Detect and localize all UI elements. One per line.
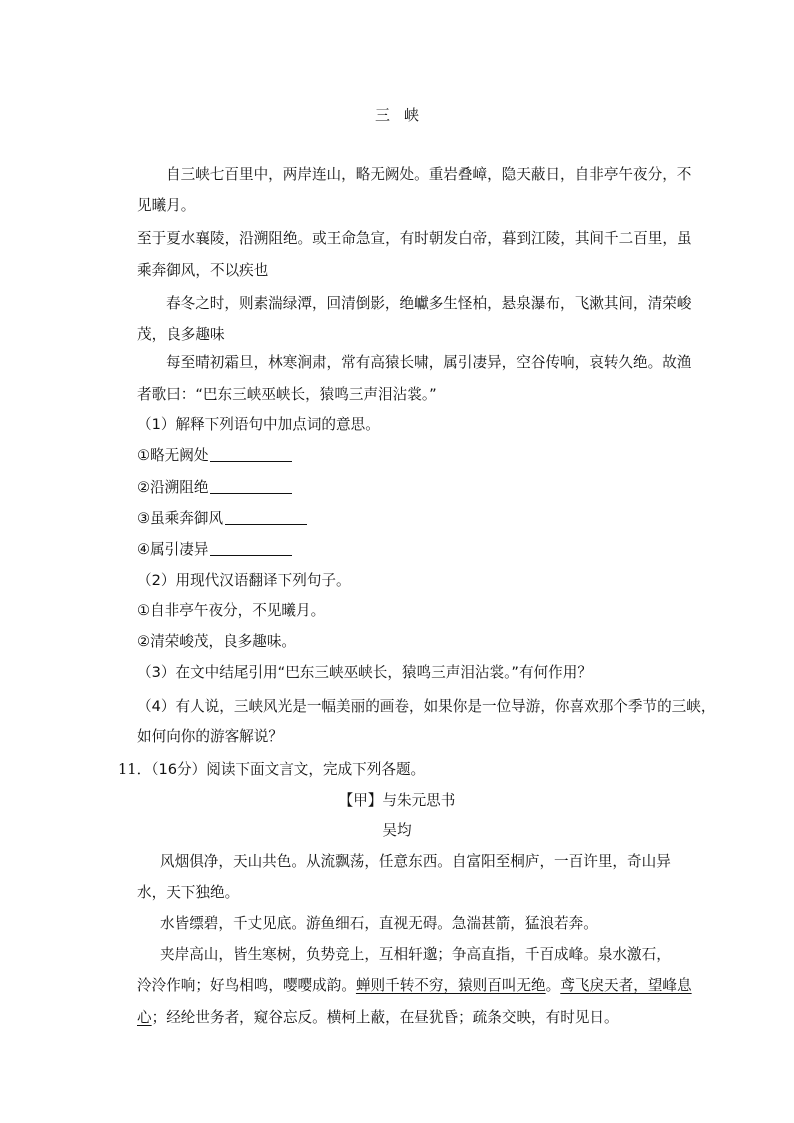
passage1-paragraph2-line1: 至于夏水襄陵，沿溯阻绝。或王命急宣，有时朝发白帝，暮到江陵，其间千二百里，虽 [137,230,692,247]
title-char-2: 峡 [404,106,420,124]
passage2-paragraph3-line2 [137,976,692,996]
passage1-paragraph1-line2: 见曦月。 [137,197,196,214]
question-1-item-4-text: ④属引凄异 [137,541,209,558]
passage2-title: 【甲】与朱元思书 [338,792,456,809]
question-1-item-2 [137,478,292,498]
question-11-text: （16分）阅读下面文言文，完成下列各题。 [151,761,426,778]
passage1-paragraph3-line1: 春冬之时，则素湍绿潭，回清倒影，绝巘多生怪柏，悬泉瀑布，飞漱其间，清荣峻 [166,295,692,312]
question-1-item-2-text: ②沿溯阻绝 [137,479,209,496]
passage2-paragraph3-line1: 夹岸高山，皆生寒树，负势竞上，互相轩邈；争高直指，千百成峰。泉水激石， [160,946,671,963]
passage2-paragraph1-line1: 风烟俱净，天山共色。从流飘荡，任意东西。自富阳至桐庐，一百许里，奇山异 [160,853,671,870]
passage2-punctuation: 。 [545,977,561,994]
answer-blank[interactable] [210,447,292,462]
question-1-item-1 [137,446,292,466]
passage1-paragraph4-line2: 者歌曰：“巴东三峡巫峡长，猿鸣三声泪沾裳。” [137,386,437,403]
question-1-item-3-text: ③虽乘奔御风 [137,510,224,527]
passage2-plain-text: 泠泠作响；好鸟相鸣，嘤嘤成韵。 [137,977,356,994]
passage1-paragraph2-line2: 乘奔御风，不以疾也 [137,262,269,279]
passage2-plain-text: ；经纶世务者，窥谷忘反。横柯上蔽，在昼犹昏；疏条交映，有时见日。 [151,1009,619,1026]
title-char-1: 三 [374,106,390,124]
question-4-line2: 如何向你的游客解说？ [137,728,283,745]
question-1: （1）解释下列语句中加点词的意思。 [137,416,380,433]
underlined-sentence-1: 蝉则千转不穷，猿则百叫无绝 [355,977,546,994]
passage2-paragraph3-line3 [137,1008,619,1028]
question-2-item-1: ①自非亭午夜分，不见曦月。 [137,602,326,619]
answer-blank[interactable] [210,479,292,494]
question-1-item-3 [137,509,307,529]
answer-blank[interactable] [225,510,307,525]
passage1-paragraph4-line1: 每至晴初霜旦，林寒涧肃，常有高猿长啸，属引凄异，空谷传响，哀转久绝。故渔 [166,354,692,371]
question-11-number: 11． [118,761,152,778]
passage1-paragraph1-line1: 自三峡七百里中，两岸连山，略无阙处。重岩叠嶂，隐天蔽日，自非亭午夜分，不 [166,166,692,183]
passage-title [0,104,794,125]
passage2-paragraph2: 水皆缥碧，千丈见底。游鱼细石，直视无碍。急湍甚箭，猛浪若奔。 [160,915,598,932]
underlined-sentence-2-end: 心 [137,1009,152,1026]
underlined-sentence-2: 鸢飞戾天者，望峰息 [560,977,692,994]
passage2-paragraph1-line2: 水，天下独绝。 [137,884,240,901]
question-1-item-4 [137,540,292,560]
question-1-item-1-text: ①略无阙处 [137,447,209,464]
passage2-author: 吴均 [382,822,412,839]
question-2: （2）用现代汉语翻译下列句子。 [137,572,351,589]
answer-blank[interactable] [210,541,292,556]
passage1-paragraph3-line2: 茂，良多趣味 [137,326,225,343]
question-11 [118,760,425,780]
question-4-line1: （4）有人说，三峡风光是一幅美丽的画卷，如果你是一位导游，你喜欢那个季节的三峡， [137,698,716,715]
question-2-item-2: ②清荣峻茂，良多趣味。 [137,633,297,650]
question-3: （3）在文中结尾引用“巴东三峡巫峡长，猿鸣三声泪沾裳。”有何作用？ [137,664,592,681]
